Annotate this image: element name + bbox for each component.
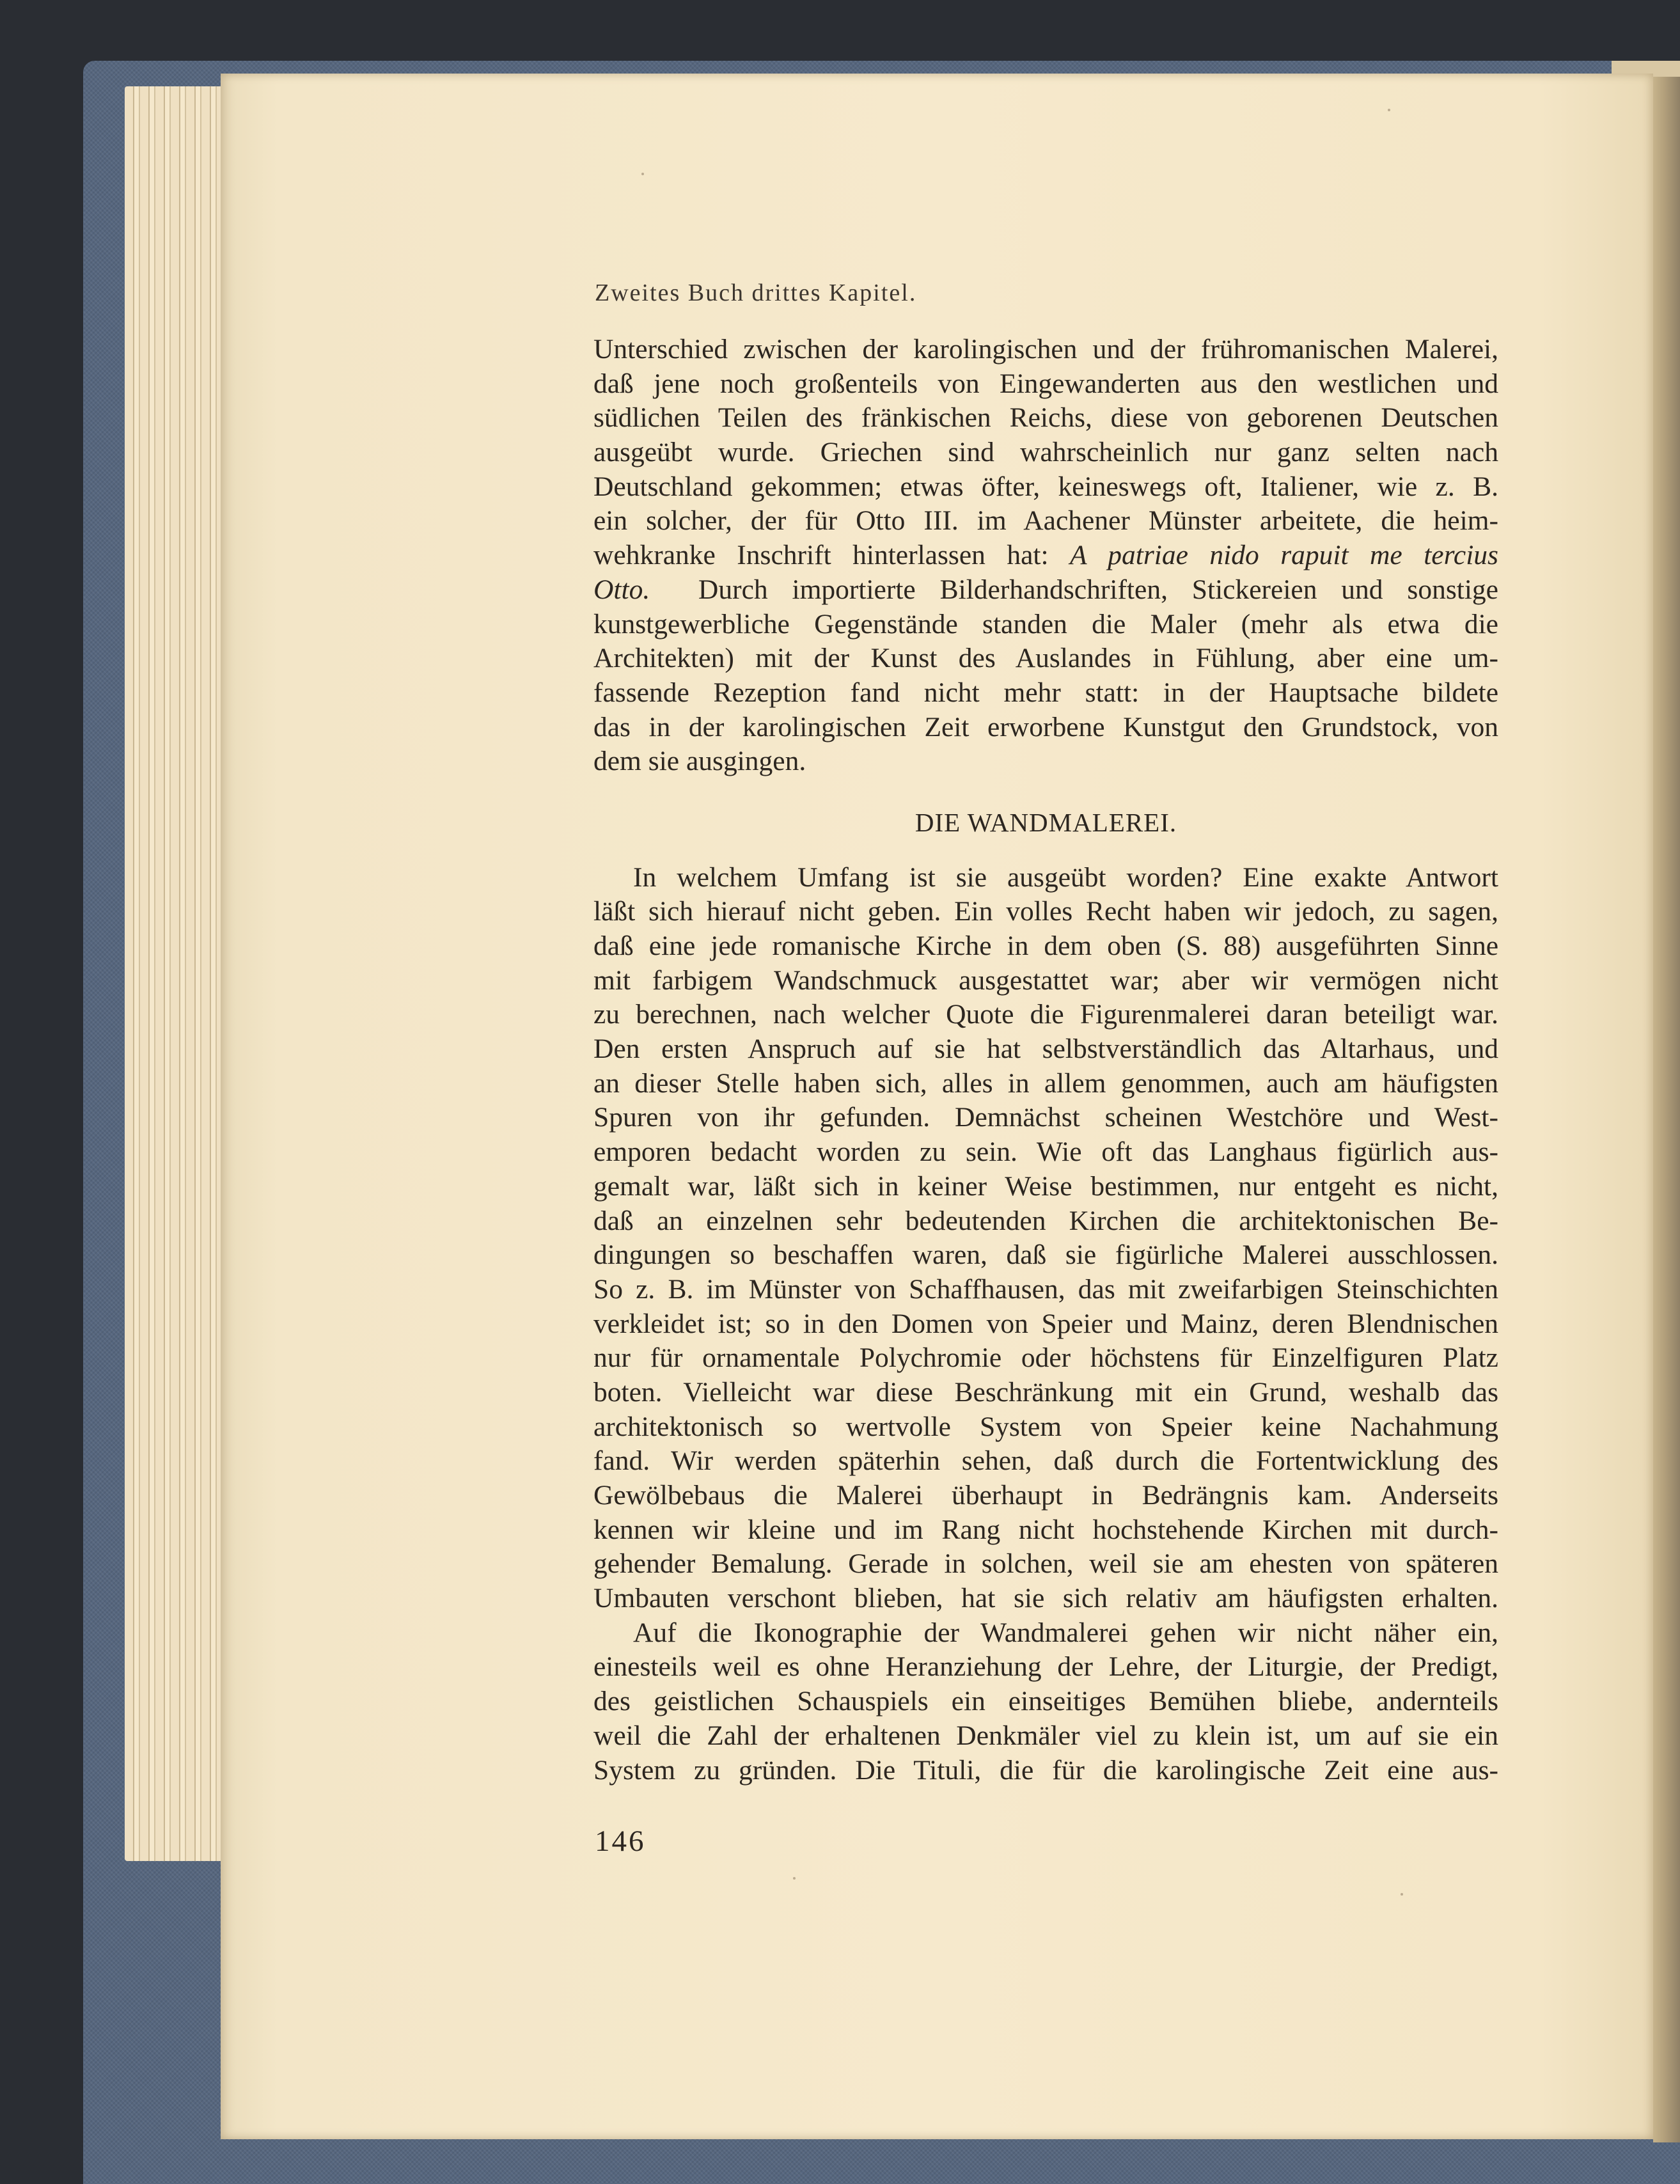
text-line: Deutschland gekommen; etwas öfter, keineswegs oft, Italiener, wie z. B.: [593, 471, 1498, 502]
text-line: emporen bedacht worden zu sein. Wie oft das Langhaus figürlich aus-: [593, 1136, 1498, 1168]
page-number: 146: [595, 1825, 646, 1858]
text-line: ausgeübt wurde. Griechen sind wahrscheinlich nur ganz selten nach: [593, 437, 1498, 468]
text-line: des geistlichen Schauspiels ein einseitiges Bemühen bliebe, andernteils: [593, 1686, 1498, 1717]
quote-lead: wehkranke Inschrift hinterlassen hat:: [593, 540, 1049, 571]
text-line-with-quote: [593, 538, 1498, 573]
latin-quote-end: Otto.: [593, 574, 650, 605]
text-line: mit farbigem Wandschmuck ausgestattet war; aber wir vermögen nicht: [593, 964, 1498, 996]
latin-quote: A patriae nido rapuit me tercius: [1070, 540, 1498, 571]
text-line: zu berechnen, nach welcher Quote die Figurenmalerei daran beteiligt war.: [593, 999, 1498, 1030]
text-line: Umbauten verschont blieben, hat sie sich relativ am häufigsten erhalten.: [593, 1583, 1498, 1614]
text-line: daß an einzelnen sehr bedeutenden Kirchen die architektonischen Be-: [593, 1205, 1498, 1236]
paper-speck: [641, 173, 644, 175]
text-line: kunstgewerbliche Gegenstände standen die Maler (mehr als etwa die: [593, 608, 1498, 640]
text-line: nur für ornamentale Polychromie oder höchstens für Einzelfiguren Platz: [593, 1342, 1498, 1374]
text-line: gehender Bemalung. Gerade in solchen, weil sie am ehesten von späteren: [593, 1548, 1498, 1580]
text-line: Den ersten Anspruch auf sie hat selbstverständlich das Altarhaus, und: [593, 1033, 1498, 1065]
text-line: ein solcher, der für Otto III. im Aachener Münster arbeitete, die heim-: [593, 505, 1498, 537]
text-line: In welchem Umfang ist sie ausgeübt worden? Eine exakte Antwort: [633, 861, 1498, 893]
text-line: Architekten) mit der Kunst des Auslandes in Fühlung, aber eine um-: [593, 643, 1498, 674]
text-line: das in der karolingischen Zeit erworbene Kunstgut den Grundstock, von: [593, 711, 1498, 742]
text-line: läßt sich hierauf nicht geben. Ein volles Recht haben wir jedoch, zu sagen,: [593, 896, 1498, 927]
text-line: dem sie ausgingen.: [593, 746, 806, 777]
text-line: Gewölbebaus die Malerei überhaupt in Bedrängnis kam. Anderseits: [593, 1480, 1498, 1511]
running-head: Zweites Buch drittes Kapitel.: [595, 279, 917, 306]
text-line: architektonisch so wertvolle System von Speier keine Nachahmung: [593, 1411, 1498, 1442]
text-line: boten. Vielleicht war diese Beschränkung mit ein Grund, weshalb das: [593, 1376, 1498, 1408]
text-line: kennen wir kleine und im Rang nicht hochstehende Kirchen mit durch-: [593, 1514, 1498, 1545]
section-heading: DIE WANDMALEREI.: [915, 807, 1177, 837]
text-line: Spuren von ihr gefunden. Demnächst scheinen Westchöre und West-: [593, 1102, 1498, 1133]
text-line: dingungen so beschaffen waren, daß sie figürliche Malerei ausschlossen.: [593, 1239, 1498, 1271]
text-line: fand. Wir werden späterhin sehen, daß durch die Fortentwicklung des: [593, 1445, 1498, 1477]
text-line: daß eine jede romanische Kirche in dem oben (S. 88) ausgeführten Sinne: [593, 931, 1498, 961]
text-line: daß jene noch großenteils von Eingewanderten aus den westlichen und: [593, 368, 1498, 399]
text-line: Auf die Ikonographie der Wandmalerei gehen wir nicht näher ein,: [633, 1617, 1498, 1648]
text-line: weil die Zahl der erhaltenen Denkmäler viel zu klein ist, um auf sie ein: [593, 1720, 1498, 1751]
text-line: System zu gründen. Die Tituli, die für die karolingische Zeit eine aus-: [593, 1754, 1498, 1786]
quote-follow: Durch importierte Bilderhandschriften, Stickereien und sonstige: [698, 574, 1498, 605]
paper-speck: [1388, 109, 1390, 111]
text-line: fassende Rezeption fand nicht mehr statt: in der Hauptsache bildete: [593, 677, 1498, 708]
body-text: [593, 333, 1498, 1787]
text-line: südlichen Teilen des fränkischen Reichs, diese von geborenen Deutschen: [593, 402, 1498, 434]
text-line: einesteils weil es ohne Heranziehung der Lehre, der Liturgie, der Predigt,: [593, 1651, 1498, 1683]
paper-speck: [793, 1877, 796, 1880]
text-line: Unterschied zwischen der karolingischen und der frühromanischen Malerei,: [593, 334, 1498, 365]
text-line-with-quote: [593, 573, 1498, 608]
text-line: an dieser Stelle haben sich, alles in allem genommen, auch am häufigsten: [593, 1067, 1498, 1099]
text-line: verkleidet ist; so in den Domen von Speier und Mainz, deren Blendnischen: [593, 1308, 1498, 1339]
paper-speck: [1401, 1893, 1403, 1896]
text-line: So z. B. im Münster von Schaffhausen, das mit zweifarbigen Steinschichten: [593, 1273, 1498, 1305]
text-line: gemalt war, läßt sich in keiner Weise bestimmen, nur entgeht es nicht,: [593, 1170, 1498, 1202]
book-right-edge: [1653, 77, 1680, 2142]
